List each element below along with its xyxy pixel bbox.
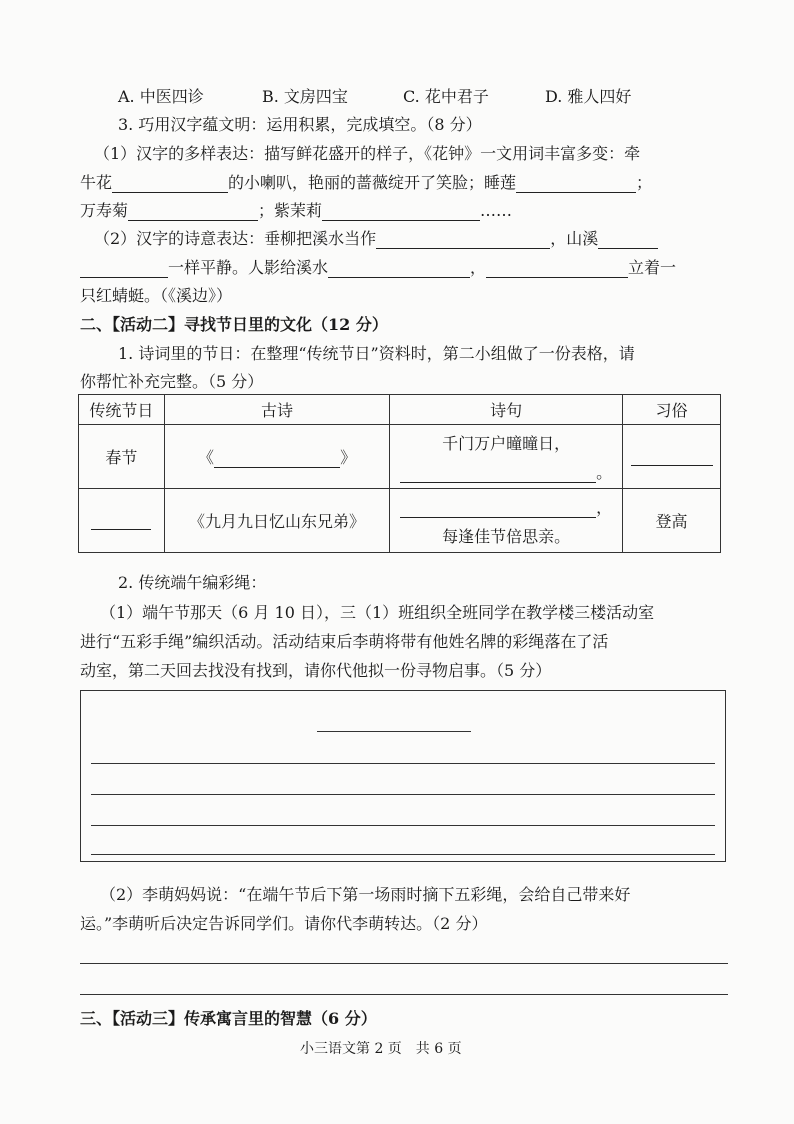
- section2-q2-p2-line2: 运。”李萌听后决定告诉同学们。请你代李萌转达。（2 分）: [80, 914, 488, 933]
- section2-title: 二、【活动二】寻找节日里的文化（12 分）: [80, 315, 388, 334]
- row2-verse-blank[interactable]: [400, 499, 596, 518]
- q3-p1-line3-end: ……: [480, 201, 513, 220]
- q3-p2-line2-c: ，: [470, 258, 487, 277]
- q3-p2-line2-b: 一样平静。人影给溪水: [168, 258, 329, 277]
- option-b: B. 文房四宝: [262, 87, 348, 106]
- section2-q2-p1-line3: 动室，第二天回去找没有找到，请你代他拟一份寻物启事。（5 分）: [80, 661, 552, 680]
- q3-p2-line1-a: （2）汉字的诗意表达：垂柳把溪水当作: [94, 229, 377, 248]
- section2-q1-line2: 你帮忙补充完整。（5 分）: [80, 372, 264, 391]
- row2-verse-comma: ，: [596, 497, 613, 517]
- answer-blank-5[interactable]: [376, 230, 550, 249]
- q3-p2-line1-b: ，山溪: [550, 229, 599, 248]
- notice-title-line[interactable]: [317, 731, 471, 732]
- answer-line[interactable]: [80, 994, 728, 995]
- row2-verse-line1: [390, 495, 622, 518]
- section3-title: 三、【活动三】传承寓言里的智慧（6 分）: [80, 1009, 377, 1028]
- q3-p2-line3: 只红蜻蜓。（《溪边》）: [80, 286, 233, 305]
- q3-p1-line2-end: ；: [636, 173, 653, 192]
- answer-blank-7[interactable]: [80, 259, 168, 278]
- section2-q2-p1-line2: 进行“五彩手绳”编织活动。活动结束后李萌将带有他姓名牌的彩绳落在了活: [80, 632, 609, 651]
- table-row: [79, 425, 721, 489]
- row2-festival: [79, 489, 165, 553]
- answer-line[interactable]: [80, 963, 728, 964]
- festival-table: [78, 394, 721, 553]
- answer-blank-9[interactable]: [486, 259, 628, 278]
- q3-p1-line3-b: ；紫茉莉: [258, 201, 323, 220]
- q3-p1-line3-a: 万寿菊: [80, 201, 129, 220]
- row1-verse-end: 。: [596, 462, 613, 482]
- row1-poem-close: 》: [340, 448, 357, 467]
- table-header-row: [79, 395, 721, 425]
- notice-writing-line[interactable]: [91, 794, 715, 795]
- table-row: [79, 489, 721, 553]
- notice-writing-box: [80, 690, 726, 862]
- answer-blank-6[interactable]: [598, 230, 658, 249]
- q3-title: 3. 巧用汉字蕴文明：运用积累，完成填空。（8 分）: [118, 115, 482, 134]
- q3-p1-line2-b: 的小喇叭，艳丽的蔷薇绽开了笑脸；睡莲: [228, 173, 517, 192]
- q3-p2-line1: [94, 226, 658, 249]
- section2-q2-p2-line1: （2）李萌妈妈说：“在端午节后下第一场雨时摘下五彩绳，会给自己带来好: [100, 885, 631, 904]
- row1-festival: 春节: [79, 425, 165, 489]
- row2-custom: 登高: [623, 489, 721, 553]
- q3-p1-line3: [80, 198, 512, 221]
- row1-poem: [164, 425, 389, 489]
- option-c: C. 花中君子: [403, 87, 489, 106]
- row1-custom: [623, 425, 721, 489]
- row2-poem: 《九月九日忆山东兄弟》: [164, 489, 389, 553]
- row2-verse: [390, 489, 623, 553]
- page-footer: 小三语文第 2 页 共 6 页: [300, 1041, 462, 1057]
- row1-custom-blank[interactable]: [631, 447, 713, 466]
- answer-blank-4[interactable]: [322, 202, 480, 221]
- row1-poem-open: 《: [198, 448, 215, 467]
- q3-p2-line2-d: 立着一: [628, 258, 677, 277]
- row2-verse-text: 每逢佳节倍思亲。: [442, 526, 571, 546]
- header-verse: 诗句: [390, 395, 623, 425]
- option-d: D. 雅人四好: [545, 87, 632, 106]
- row1-poem-blank[interactable]: [214, 449, 340, 468]
- section2-q1-line1: 1. 诗词里的节日：在整理“传统节日”资料时，第二小组做了一份表格，请: [118, 344, 635, 363]
- notice-writing-line[interactable]: [91, 763, 715, 764]
- answer-blank-1[interactable]: [112, 174, 228, 193]
- q3-p1-line1: （1）汉字的多样表达：描写鲜花盛开的样子，《花钟》一文用词丰富多变：牵: [94, 144, 641, 163]
- row1-verse-blank[interactable]: [400, 464, 596, 483]
- row1-verse-text: 千门万户曈曈日，: [442, 433, 571, 453]
- header-custom: 习俗: [623, 395, 721, 425]
- header-festival: 传统节日: [79, 395, 165, 425]
- section2-q2-title: 2. 传统端午编彩绳：: [118, 573, 267, 592]
- answer-blank-3[interactable]: [128, 202, 258, 221]
- notice-writing-line[interactable]: [91, 825, 715, 826]
- answer-blank-8[interactable]: [328, 259, 470, 278]
- row1-verse: [390, 425, 623, 489]
- q3-p1-line2: [80, 170, 652, 193]
- option-a: A. 中医四诊: [118, 87, 204, 106]
- header-poem: 古诗: [164, 395, 389, 425]
- row1-verse-line2: [390, 460, 622, 483]
- section2-q2-p1-line1: （1）端午节那天（6 月 10 日），三（1）班组织全班同学在教学楼三楼活动室: [100, 603, 655, 622]
- row2-festival-blank[interactable]: [91, 511, 151, 530]
- q3-p1-line2-a: 牛花: [80, 173, 113, 192]
- notice-writing-line[interactable]: [91, 854, 715, 855]
- q3-p2-line2: [80, 255, 676, 278]
- answer-blank-2[interactable]: [516, 174, 636, 193]
